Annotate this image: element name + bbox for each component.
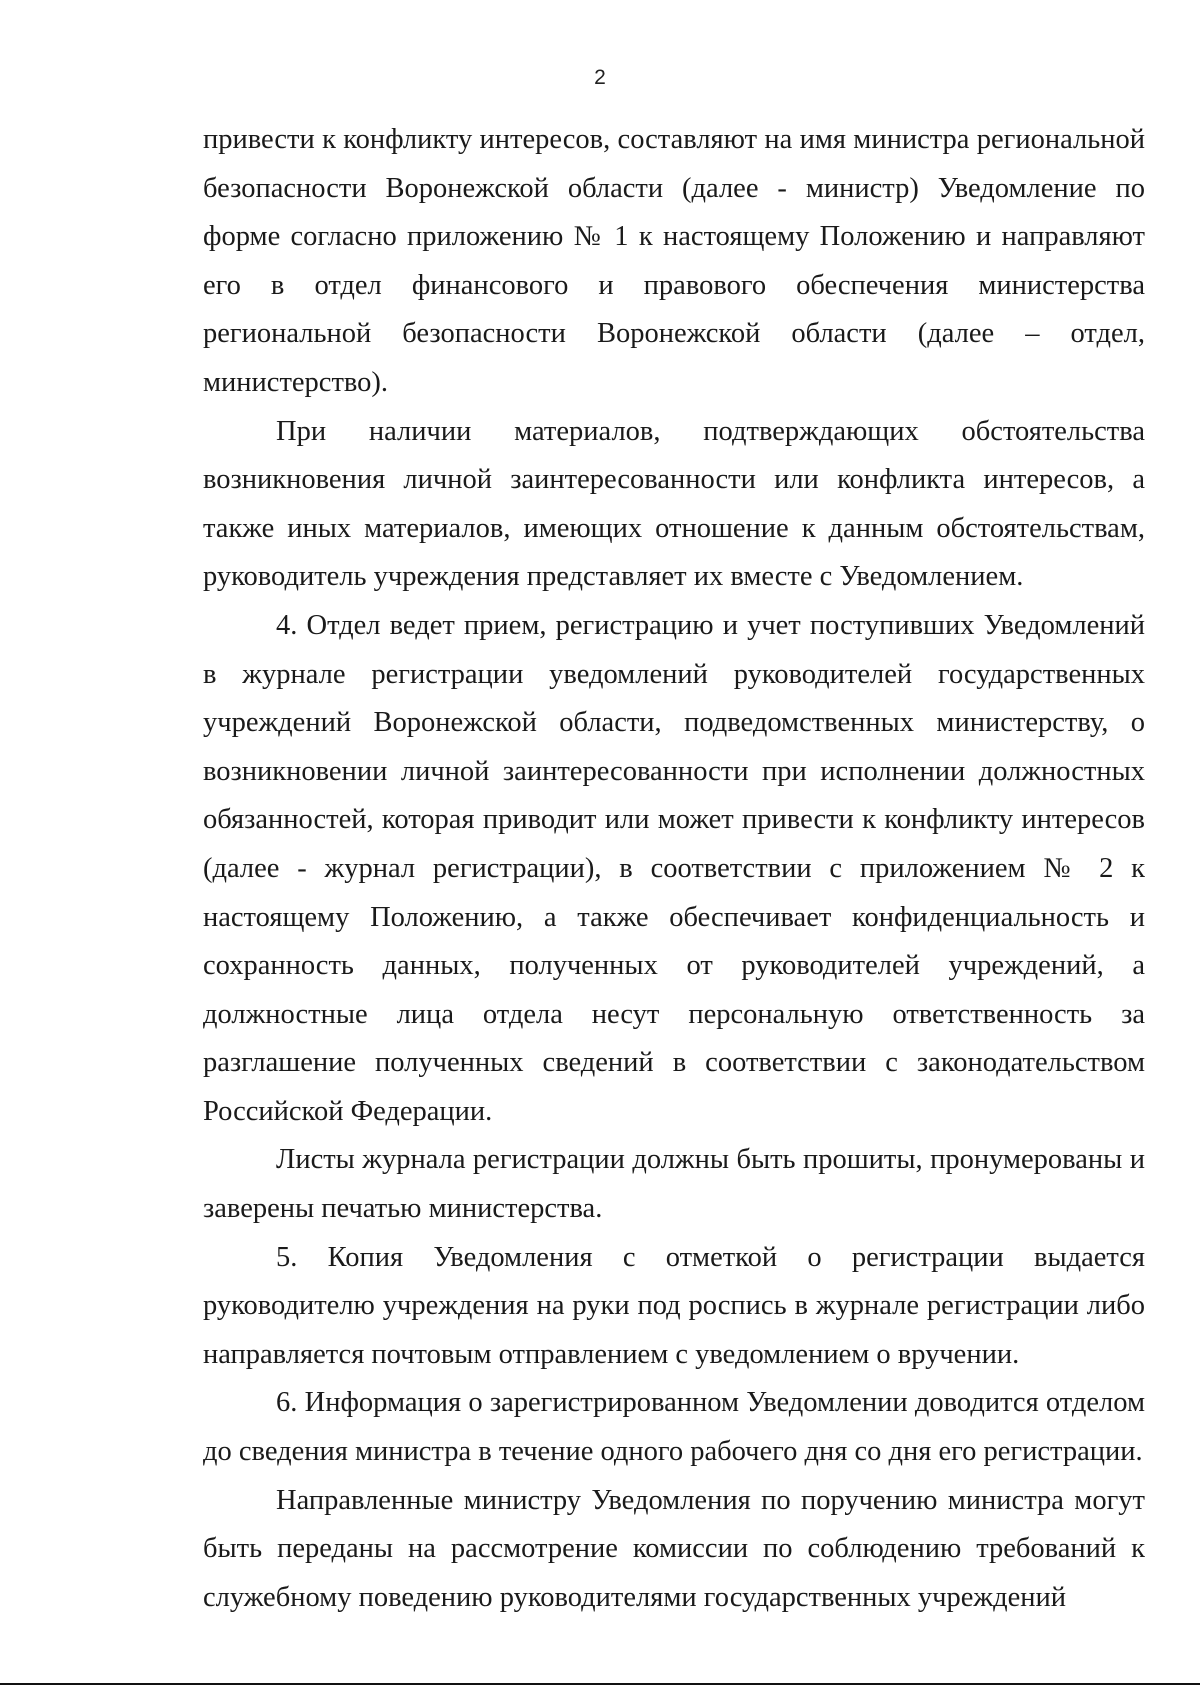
paragraph: привести к конфликту интересов, составляют на имя министра региональной безопасности Воронежской области (далее - министр) Уведомление по форме согласно приложению № 1 к настоящему Положению и направляют его в отдел финансового и правового обеспечения министерства региональной безопасности Воронежской области (далее – отдел, министерство).: [203, 124, 1145, 398]
paragraph: 5. Копия Уведомления с отметкой о регистрации выдается руководителю учреждения на руки под роспись в журнале регистрации либо направляется почтовым отправлением с уведомлением о вручении.: [203, 1241, 1145, 1370]
paragraph: Листы журнала регистрации должны быть прошиты, пронумерованы и заверены печатью министерства.: [203, 1144, 1145, 1225]
paragraph: 4. Отдел ведет прием, регистрацию и учет поступивших Уведомлений в журнале регистрации уведомлений руководителей государственных учреждений Воронежской области, подведомственных министерству, о возникновении личной заинтересованности при исполнении должностных обязанностей, которая приводит или может привести к конфликту интересов (далее - журнал регистрации), в соответствии с приложением № 2 к настоящему Положению, а также обеспечивает конфиденциальность и сохранность данных, полученных от руководителей учреждений, а должностные лица отдела несут персональную ответственность за разглашение полученных сведений в соответствии с законодательством Российской Федерации.: [203, 609, 1145, 1127]
paragraph: Направленные министру Уведомления по поручению министра могут быть переданы на рассмотрение комиссии по соблюдению требований к служебному поведению руководителями государственных учреждений: [203, 1484, 1145, 1613]
page-bottom-edge-line: [0, 1683, 1200, 1685]
paragraph: При наличии материалов, подтверждающих обстоятельства возникновения личной заинтересованности или конфликта интересов, а также иных материалов, имеющих отношение к данным обстоятельствам, руководитель учреждения представляет их вместе с Уведомлением.: [203, 415, 1145, 593]
page-number: 2: [594, 66, 606, 89]
document-body: [203, 116, 1145, 1622]
paragraph: 6. Информация о зарегистрированном Уведомлении доводится отделом до сведения министра в течение одного рабочего дня со дня его регистрации.: [203, 1387, 1145, 1468]
